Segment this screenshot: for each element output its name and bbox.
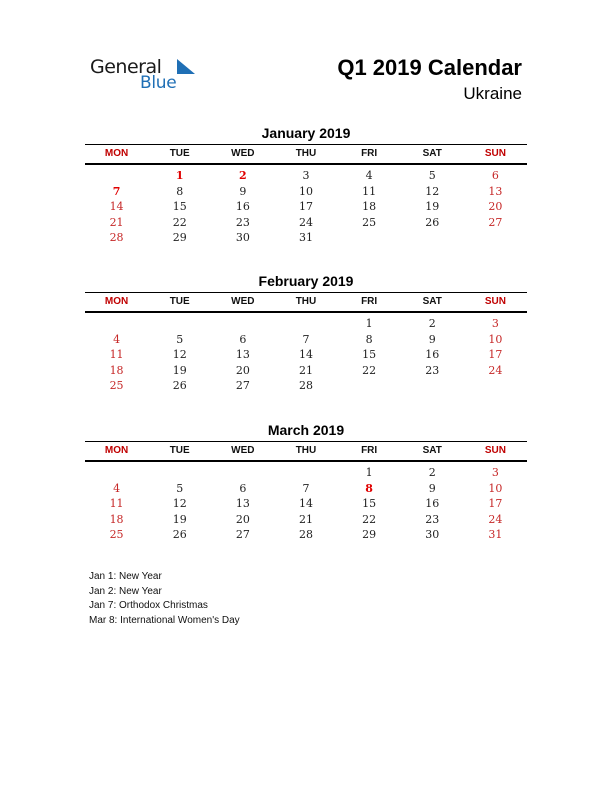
empty-cell	[401, 378, 464, 394]
day-cell: 29	[362, 528, 377, 542]
day-cell: 13	[488, 184, 503, 198]
day-cell: 8	[176, 184, 184, 198]
day-cell: 23	[235, 215, 250, 229]
holiday-note: Jan 1: New Year	[89, 571, 162, 582]
day-cell: 18	[109, 512, 124, 526]
day-cell: 26	[172, 379, 187, 393]
week-row	[85, 168, 527, 184]
day-cell: 17	[488, 348, 503, 362]
day-cell: 10	[298, 184, 313, 198]
day-cell: 13	[235, 497, 250, 511]
empty-cell	[148, 465, 211, 481]
week-row	[85, 465, 527, 481]
day-cell: 19	[425, 200, 440, 214]
day-cell: 18	[109, 363, 124, 377]
month-title: March 2019	[267, 422, 345, 438]
day-grid	[85, 165, 527, 246]
month-title: February 2019	[258, 273, 354, 289]
day-cell: 10	[488, 332, 503, 346]
weekday-label: THU	[295, 148, 317, 159]
day-cell: 21	[298, 363, 313, 377]
day-cell: 27	[235, 379, 250, 393]
day-cell: 2	[428, 317, 436, 330]
weekday-label: FRI	[361, 445, 378, 456]
day-grid	[85, 313, 527, 394]
day-cell: 26	[425, 215, 440, 229]
weekday-header	[85, 292, 527, 313]
day-cell: 20	[235, 363, 250, 377]
day-cell: 9	[428, 481, 436, 495]
week-row	[85, 199, 527, 215]
day-cell: 21	[109, 215, 124, 229]
day-cell: 1	[365, 466, 373, 479]
day-cell: 27	[235, 528, 250, 542]
week-row	[85, 347, 527, 363]
day-cell: 28	[109, 231, 124, 245]
empty-cell	[338, 378, 401, 394]
weekday-label: SAT	[422, 445, 442, 456]
weekday-label: SUN	[484, 296, 506, 307]
month-title: January 2019	[261, 125, 351, 141]
week-row	[85, 316, 527, 332]
weekday-label: FRI	[361, 296, 378, 307]
day-cell: 14	[298, 348, 313, 362]
day-cell: 11	[362, 184, 377, 198]
day-cell: 25	[109, 379, 124, 393]
generalblue-logo	[90, 56, 200, 96]
day-cell: 7	[302, 481, 310, 495]
day-cell: 22	[362, 363, 377, 377]
holiday-notes	[89, 570, 240, 628]
day-cell: 26	[172, 528, 187, 542]
day-cell: 22	[172, 215, 187, 229]
day-cell: 15	[362, 497, 377, 511]
empty-cell	[464, 230, 527, 246]
day-cell: 13	[235, 348, 250, 362]
day-cell: 14	[298, 497, 313, 511]
day-cell: 7	[112, 184, 121, 198]
logo-triangle-icon	[177, 59, 195, 74]
weekday-label: MON	[104, 148, 129, 159]
day-cell: 2	[239, 169, 247, 182]
day-cell: 20	[488, 200, 503, 214]
day-cell: 20	[235, 512, 250, 526]
day-cell: 1	[365, 317, 373, 330]
weekday-label: TUE	[169, 148, 190, 159]
day-cell: 3	[302, 169, 310, 182]
day-cell: 25	[109, 528, 124, 542]
week-row	[85, 184, 527, 200]
day-cell: 21	[298, 512, 313, 526]
day-cell: 8	[365, 481, 373, 495]
week-row	[85, 215, 527, 231]
day-cell: 24	[488, 512, 503, 526]
weekday-label: TUE	[169, 445, 190, 456]
logo-text-general: General	[90, 56, 162, 78]
day-cell: 23	[425, 512, 440, 526]
day-cell: 14	[109, 200, 124, 214]
day-cell: 27	[488, 215, 503, 229]
day-cell: 10	[488, 481, 503, 495]
month-march	[85, 421, 527, 543]
day-cell: 19	[172, 363, 187, 377]
week-row	[85, 527, 527, 543]
weekday-label: WED	[231, 296, 255, 307]
empty-cell	[338, 230, 401, 246]
day-cell: 30	[235, 231, 250, 245]
weekday-label: FRI	[361, 148, 378, 159]
day-cell: 5	[176, 481, 184, 495]
day-cell: 6	[239, 481, 247, 495]
day-cell: 16	[425, 497, 440, 511]
day-cell: 5	[176, 332, 184, 346]
day-cell: 12	[172, 497, 187, 511]
day-cell: 8	[365, 332, 373, 346]
day-cell: 24	[298, 215, 313, 229]
empty-cell	[464, 378, 527, 394]
day-cell: 17	[298, 200, 313, 214]
weekday-label: SUN	[484, 148, 506, 159]
day-cell: 16	[235, 200, 250, 214]
weekday-label: SUN	[484, 445, 506, 456]
day-cell: 31	[298, 231, 313, 245]
day-cell: 23	[425, 363, 440, 377]
day-cell: 12	[172, 348, 187, 362]
day-cell: 30	[425, 528, 440, 542]
holiday-note: Mar 8: International Women's Day	[89, 614, 240, 626]
week-row	[85, 332, 527, 348]
day-cell: 19	[172, 512, 187, 526]
empty-cell	[274, 316, 337, 332]
weekday-label: TUE	[169, 296, 190, 307]
weekday-label: MON	[104, 296, 129, 307]
day-cell: 24	[488, 363, 503, 377]
day-cell: 22	[362, 512, 377, 526]
week-row	[85, 363, 527, 379]
weekday-label: THU	[295, 445, 317, 456]
day-cell: 15	[172, 200, 187, 214]
day-cell: 31	[488, 528, 503, 542]
weekday-label: WED	[231, 148, 255, 159]
day-cell: 28	[298, 528, 313, 542]
weekday-label: WED	[231, 445, 255, 456]
empty-cell	[211, 465, 274, 481]
empty-cell	[85, 168, 148, 184]
day-cell: 25	[362, 215, 377, 229]
day-cell: 11	[109, 497, 124, 511]
day-cell: 9	[239, 184, 247, 198]
empty-cell	[85, 316, 148, 332]
day-cell: 3	[491, 466, 499, 479]
page-title: Q1 2019 Calendar	[337, 55, 522, 80]
day-cell: 15	[362, 348, 377, 362]
day-cell: 7	[302, 332, 310, 346]
day-cell: 28	[298, 379, 313, 393]
week-row	[85, 230, 527, 246]
weekday-header	[85, 144, 527, 165]
day-cell: 4	[113, 332, 121, 346]
weekday-label: SAT	[422, 148, 442, 159]
empty-cell	[401, 230, 464, 246]
day-cell: 17	[488, 497, 503, 511]
weekday-label: THU	[295, 296, 317, 307]
holiday-note: Jan 2: New Year	[89, 585, 162, 597]
day-cell: 11	[109, 348, 124, 362]
weekday-header	[85, 441, 527, 462]
month-february	[85, 272, 527, 394]
logo-text-blue: Blue	[140, 73, 177, 93]
day-cell: 16	[425, 348, 440, 362]
day-cell: 18	[362, 200, 377, 214]
day-cell: 1	[175, 169, 184, 182]
week-row	[85, 378, 527, 394]
empty-cell	[211, 316, 274, 332]
day-cell: 5	[428, 169, 436, 182]
empty-cell	[274, 465, 337, 481]
week-row	[85, 496, 527, 512]
week-row	[85, 512, 527, 528]
weekday-label: MON	[104, 445, 129, 456]
month-january	[85, 124, 527, 246]
day-cell: 12	[425, 184, 440, 198]
day-cell: 4	[365, 169, 373, 182]
day-cell: 9	[428, 332, 436, 346]
week-row	[85, 481, 527, 497]
country-subtitle: Ukraine	[463, 84, 522, 103]
holiday-note: Jan 7: Orthodox Christmas	[89, 600, 208, 611]
weekday-label: SAT	[422, 296, 442, 307]
day-grid	[85, 462, 527, 543]
day-cell: 3	[491, 317, 499, 330]
empty-cell	[85, 465, 148, 481]
empty-cell	[148, 316, 211, 332]
day-cell: 2	[428, 466, 436, 479]
day-cell: 4	[113, 481, 121, 495]
day-cell: 29	[172, 231, 187, 245]
day-cell: 6	[239, 332, 247, 346]
day-cell: 6	[491, 169, 499, 182]
